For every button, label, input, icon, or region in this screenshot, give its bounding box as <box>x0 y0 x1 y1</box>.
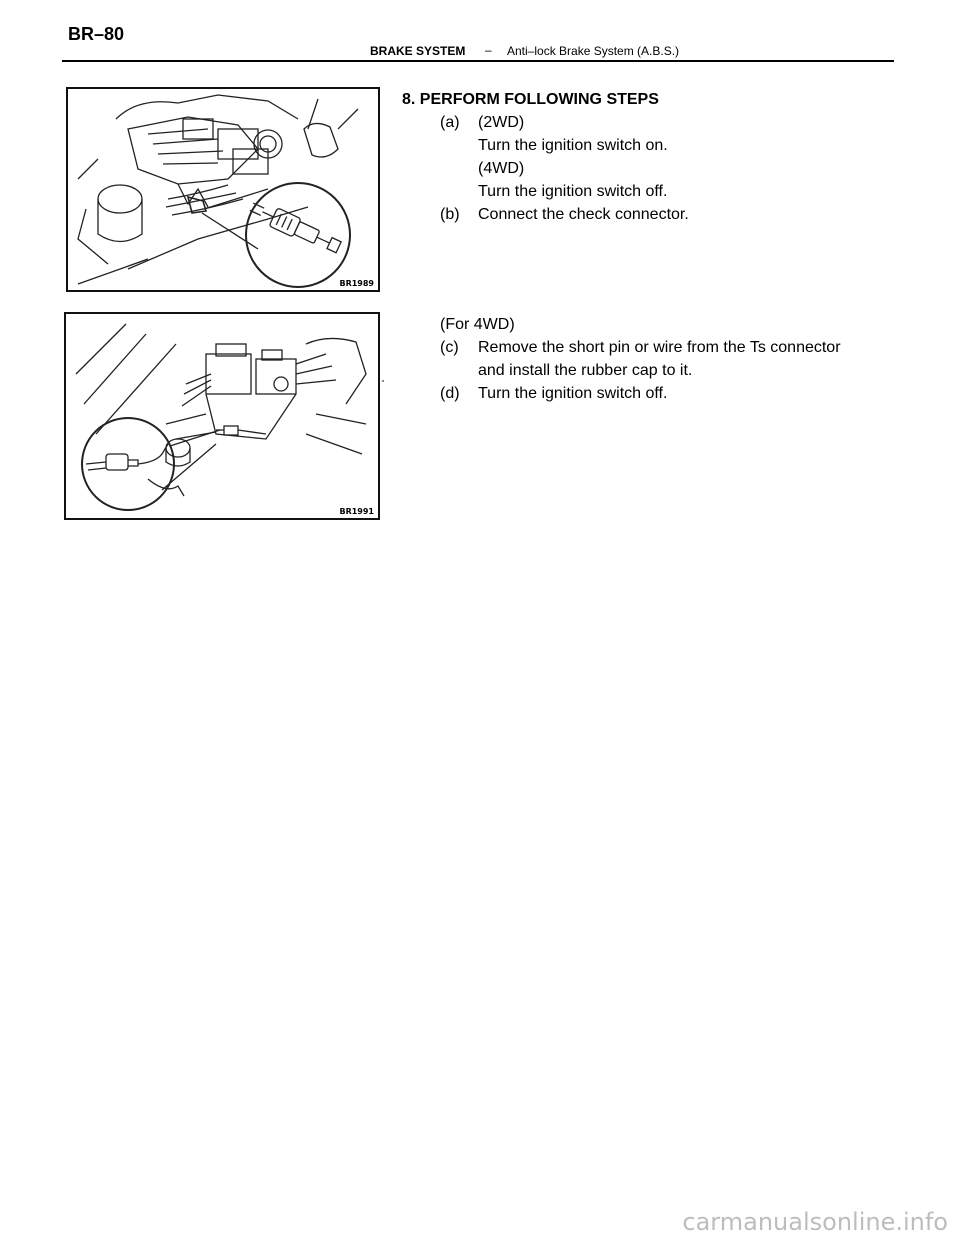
header-separator: – <box>485 43 492 57</box>
subsection-title: Anti–lock Brake System (A.B.S.) <box>507 44 680 58</box>
figure-ts-connector <box>64 312 380 520</box>
figure-code-label: BR1989 <box>339 279 374 288</box>
step-a-2wd-text: Turn the ignition switch on. <box>478 137 668 154</box>
step-c-text-line2: and install the rubber cap to it. <box>478 362 693 379</box>
step-a-marker: (a) <box>440 114 460 131</box>
section-title: BRAKE SYSTEM <box>370 44 466 58</box>
step-d-marker: (d) <box>440 385 460 402</box>
page-number: BR–80 <box>68 24 125 44</box>
scan-speck <box>382 380 384 382</box>
figure-check-connector <box>66 87 380 292</box>
step-b-text: Connect the check connector. <box>478 206 689 223</box>
step-8-title: 8. PERFORM FOLLOWING STEPS <box>402 91 659 108</box>
engine-bay-illustration-2 <box>66 314 378 518</box>
step-c-marker: (c) <box>440 339 459 356</box>
step-a-4wd-text: Turn the ignition switch off. <box>478 183 668 200</box>
for-4wd-heading: (For 4WD) <box>440 316 515 333</box>
engine-bay-illustration-1 <box>68 89 378 290</box>
step-a-2wd-heading: (2WD) <box>478 114 525 131</box>
header-rule <box>62 60 894 62</box>
step-d-text: Turn the ignition switch off. <box>478 385 668 402</box>
step-a-4wd-heading: (4WD) <box>478 160 525 177</box>
step-c-text-line1: Remove the short pin or wire from the Ts connector <box>478 339 841 356</box>
watermark: carmanualsonline.info <box>682 1208 948 1236</box>
step-b-marker: (b) <box>440 206 460 223</box>
figure-code-label: BR1991 <box>339 507 374 516</box>
